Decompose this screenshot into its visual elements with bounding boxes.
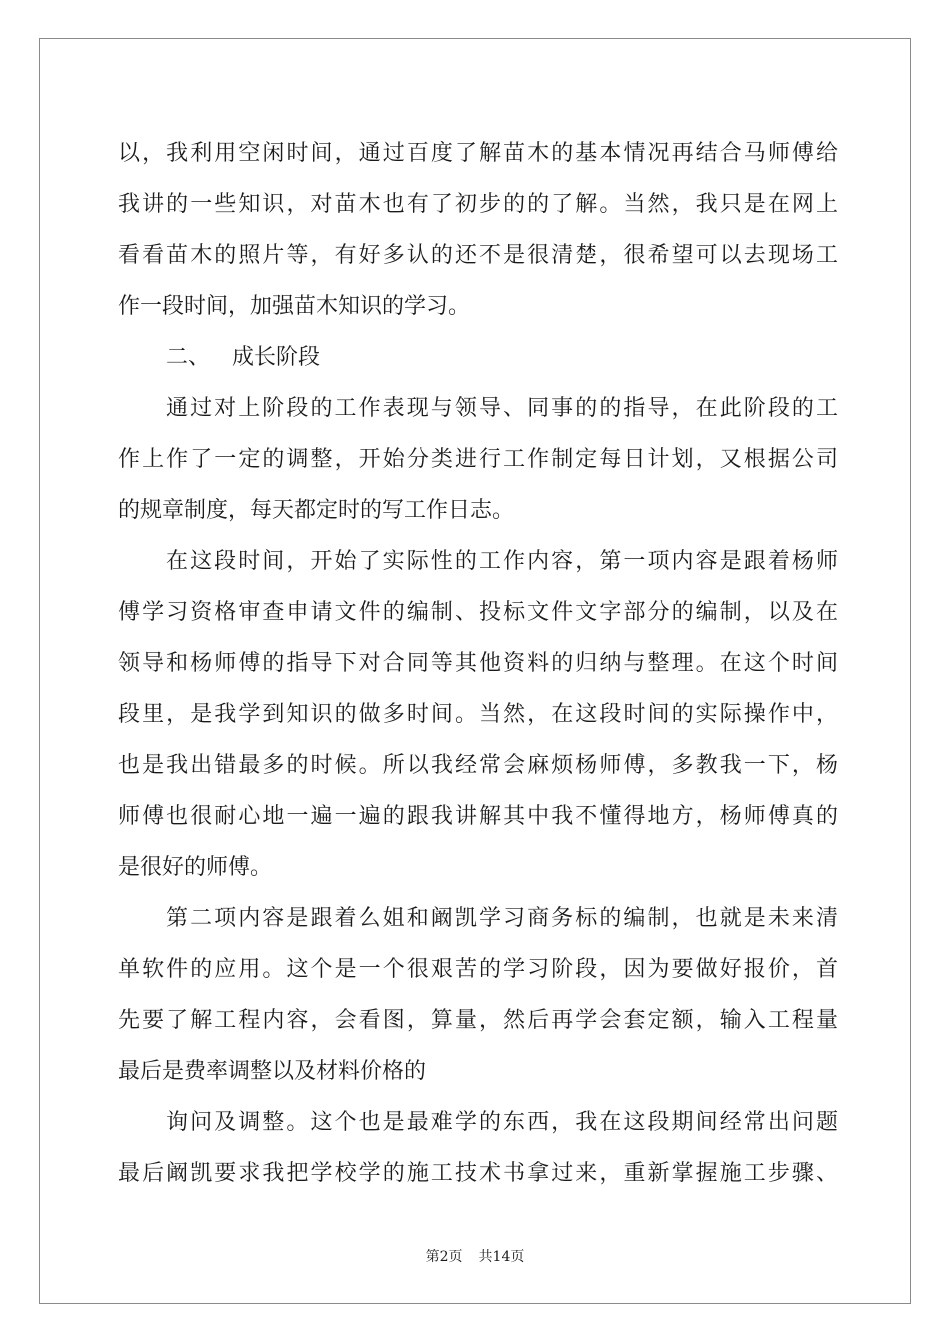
section-heading-number: 二、	[166, 345, 211, 370]
text-line-4: 作一段时间，加强苗木知识的学习。	[118, 294, 471, 319]
text-line-11: 领导和杨师傅的指导下对合同等其他资料的归纳与整理。在这个时间	[118, 651, 838, 676]
text-line-13: 也是我出错最多的时候。所以我经常会麻烦杨师傅，多教我一下，杨	[118, 753, 838, 778]
page-number: 第2页	[425, 1249, 463, 1265]
text-line-16: 第二项内容是跟着么姐和阚凯学习商务标的编制，也就是未来清	[166, 906, 838, 931]
text-line-14: 师傅也很耐心地一遍一遍的跟我讲解其中我不懂得地方，杨师傅真的	[118, 804, 838, 829]
text-line-18: 先要了解工程内容，会看图，算量，然后再学会套定额，输入工程量	[118, 1008, 838, 1033]
text-line-15: 是很好的师傅。	[118, 855, 273, 880]
section-heading-title: 成长阶段	[232, 345, 321, 370]
text-line-19: 最后是费率调整以及材料价格的	[118, 1059, 427, 1084]
text-line-17: 单软件的应用。这个是一个很艰苦的学习阶段，因为要做好报价，首	[118, 957, 838, 982]
section-heading	[118, 332, 838, 383]
text-line-8: 的规章制度，每天都定时的写工作日志。	[118, 498, 515, 523]
text-line-1: 以，我利用空闲时间，通过百度了解苗木的基本情况再结合马师傅给	[118, 141, 838, 166]
page-footer	[0, 1247, 950, 1267]
text-line-12: 段里，是我学到知识的做多时间。当然，在这段时间的实际操作中，	[118, 702, 838, 727]
text-line-10: 傅学习资格审查申请文件的编制、投标文件文字部分的编制，以及在	[118, 600, 838, 625]
page-total: 共14页	[478, 1249, 525, 1265]
text-line-9: 在这段时间，开始了实际性的工作内容，第一项内容是跟着杨师	[166, 549, 838, 574]
text-line-3: 看看苗木的照片等，有好多认的还不是很清楚，很希望可以去现场工	[118, 243, 838, 268]
document-body	[118, 128, 838, 1199]
text-line-6: 通过对上阶段的工作表现与领导、同事的的指导，在此阶段的工	[166, 396, 838, 421]
text-line-7: 作上作了一定的调整，开始分类进行工作制定每日计划，又根据公司	[118, 447, 838, 472]
text-line-2: 我讲的一些知识，对苗木也有了初步的的了解。当然，我只是在网上	[118, 192, 838, 217]
text-line-20: 询问及调整。这个也是最难学的东西，我在这段期间经常出问题	[166, 1110, 838, 1135]
text-line-21: 最后阚凯要求我把学校学的施工技术书拿过来，重新掌握施工步骤、	[118, 1161, 838, 1186]
